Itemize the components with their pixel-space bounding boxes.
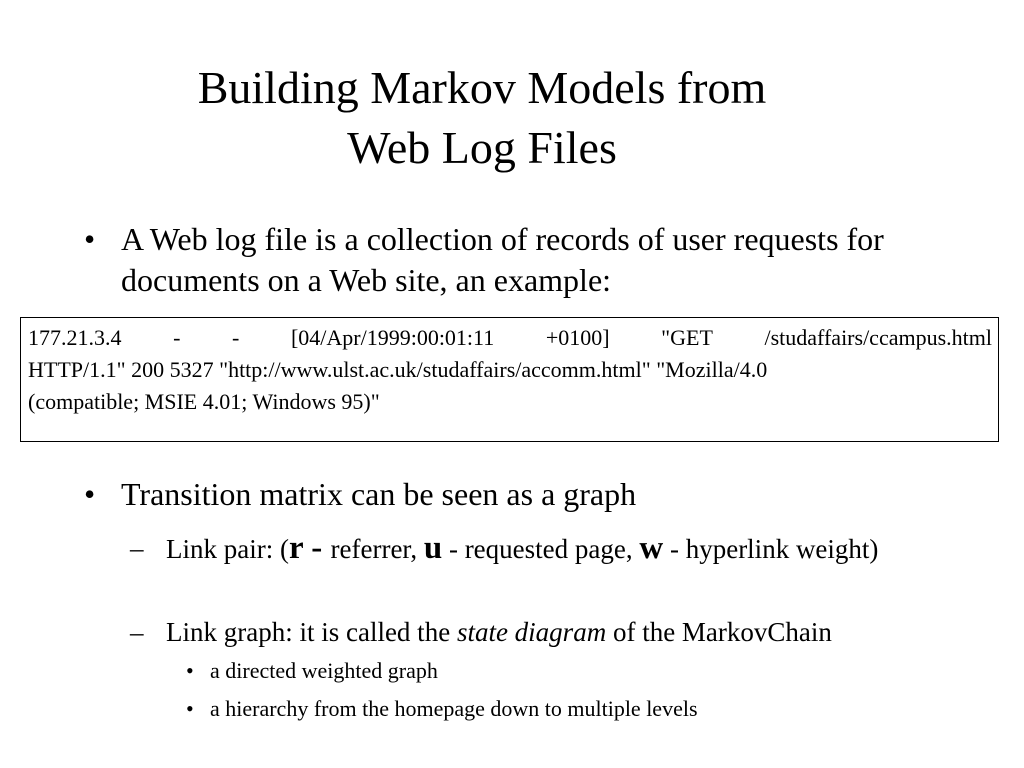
link-pair-u-desc: - requested page, (442, 534, 640, 564)
log-token: /studaffairs/ccampus.html (764, 325, 992, 350)
sub-sub-bullet-text: a hierarchy from the homepage down to multiple levels (210, 696, 698, 721)
log-example-box (20, 317, 999, 442)
slide-title (0, 58, 964, 178)
dash-icon: – (130, 617, 144, 647)
sub-bullet-text (166, 614, 1016, 650)
bullet-icon: • (186, 658, 194, 683)
link-pair-r: r - (288, 530, 331, 566)
log-token: - (232, 325, 240, 350)
log-token: - (173, 325, 181, 350)
log-line-3: (compatible; MSIE 4.01; Windows 95)" (28, 389, 380, 414)
link-pair-r-desc: referrer, (330, 534, 424, 564)
link-pair-w-desc: - hyperlink weight) (663, 534, 879, 564)
log-token: +0100] (545, 325, 610, 350)
dash-icon: – (130, 533, 144, 563)
log-token: "GET (661, 325, 713, 350)
bullet-text: Transition matrix can be seen as a graph (121, 476, 637, 512)
sub-sub-bullet-text: a directed weighted graph (210, 658, 438, 683)
bullet-text: A Web log file is a collection of records of user requests for documents on a Web site, an example: (121, 221, 884, 298)
link-pair-w: w (639, 530, 664, 566)
link-pair-u: u (423, 530, 443, 566)
link-pair-prefix: Link pair: ( (166, 534, 289, 564)
link-graph-italic: state diagram (456, 617, 607, 647)
log-token: 177.21.3.4 (28, 325, 122, 350)
bullet-icon: • (84, 476, 96, 512)
bullet-icon: • (186, 696, 194, 721)
log-line-2: HTTP/1.1" 200 5327 "http://www.ulst.ac.uk/studaffairs/accomm.html" "Mozilla/4.0 (28, 357, 768, 382)
log-line-1 (28, 322, 992, 354)
log-token: [04/Apr/1999:00:01:11 (290, 325, 495, 350)
sub-bullet-text (166, 530, 1016, 567)
slide-title-line-1: Building Markov Models from (197, 62, 767, 113)
slide-title-line-2: Web Log Files (347, 122, 617, 173)
bullet-icon: • (84, 221, 96, 257)
link-graph-suffix: of the MarkovChain (606, 617, 832, 647)
link-graph-prefix: Link graph: it is called the (166, 617, 457, 647)
